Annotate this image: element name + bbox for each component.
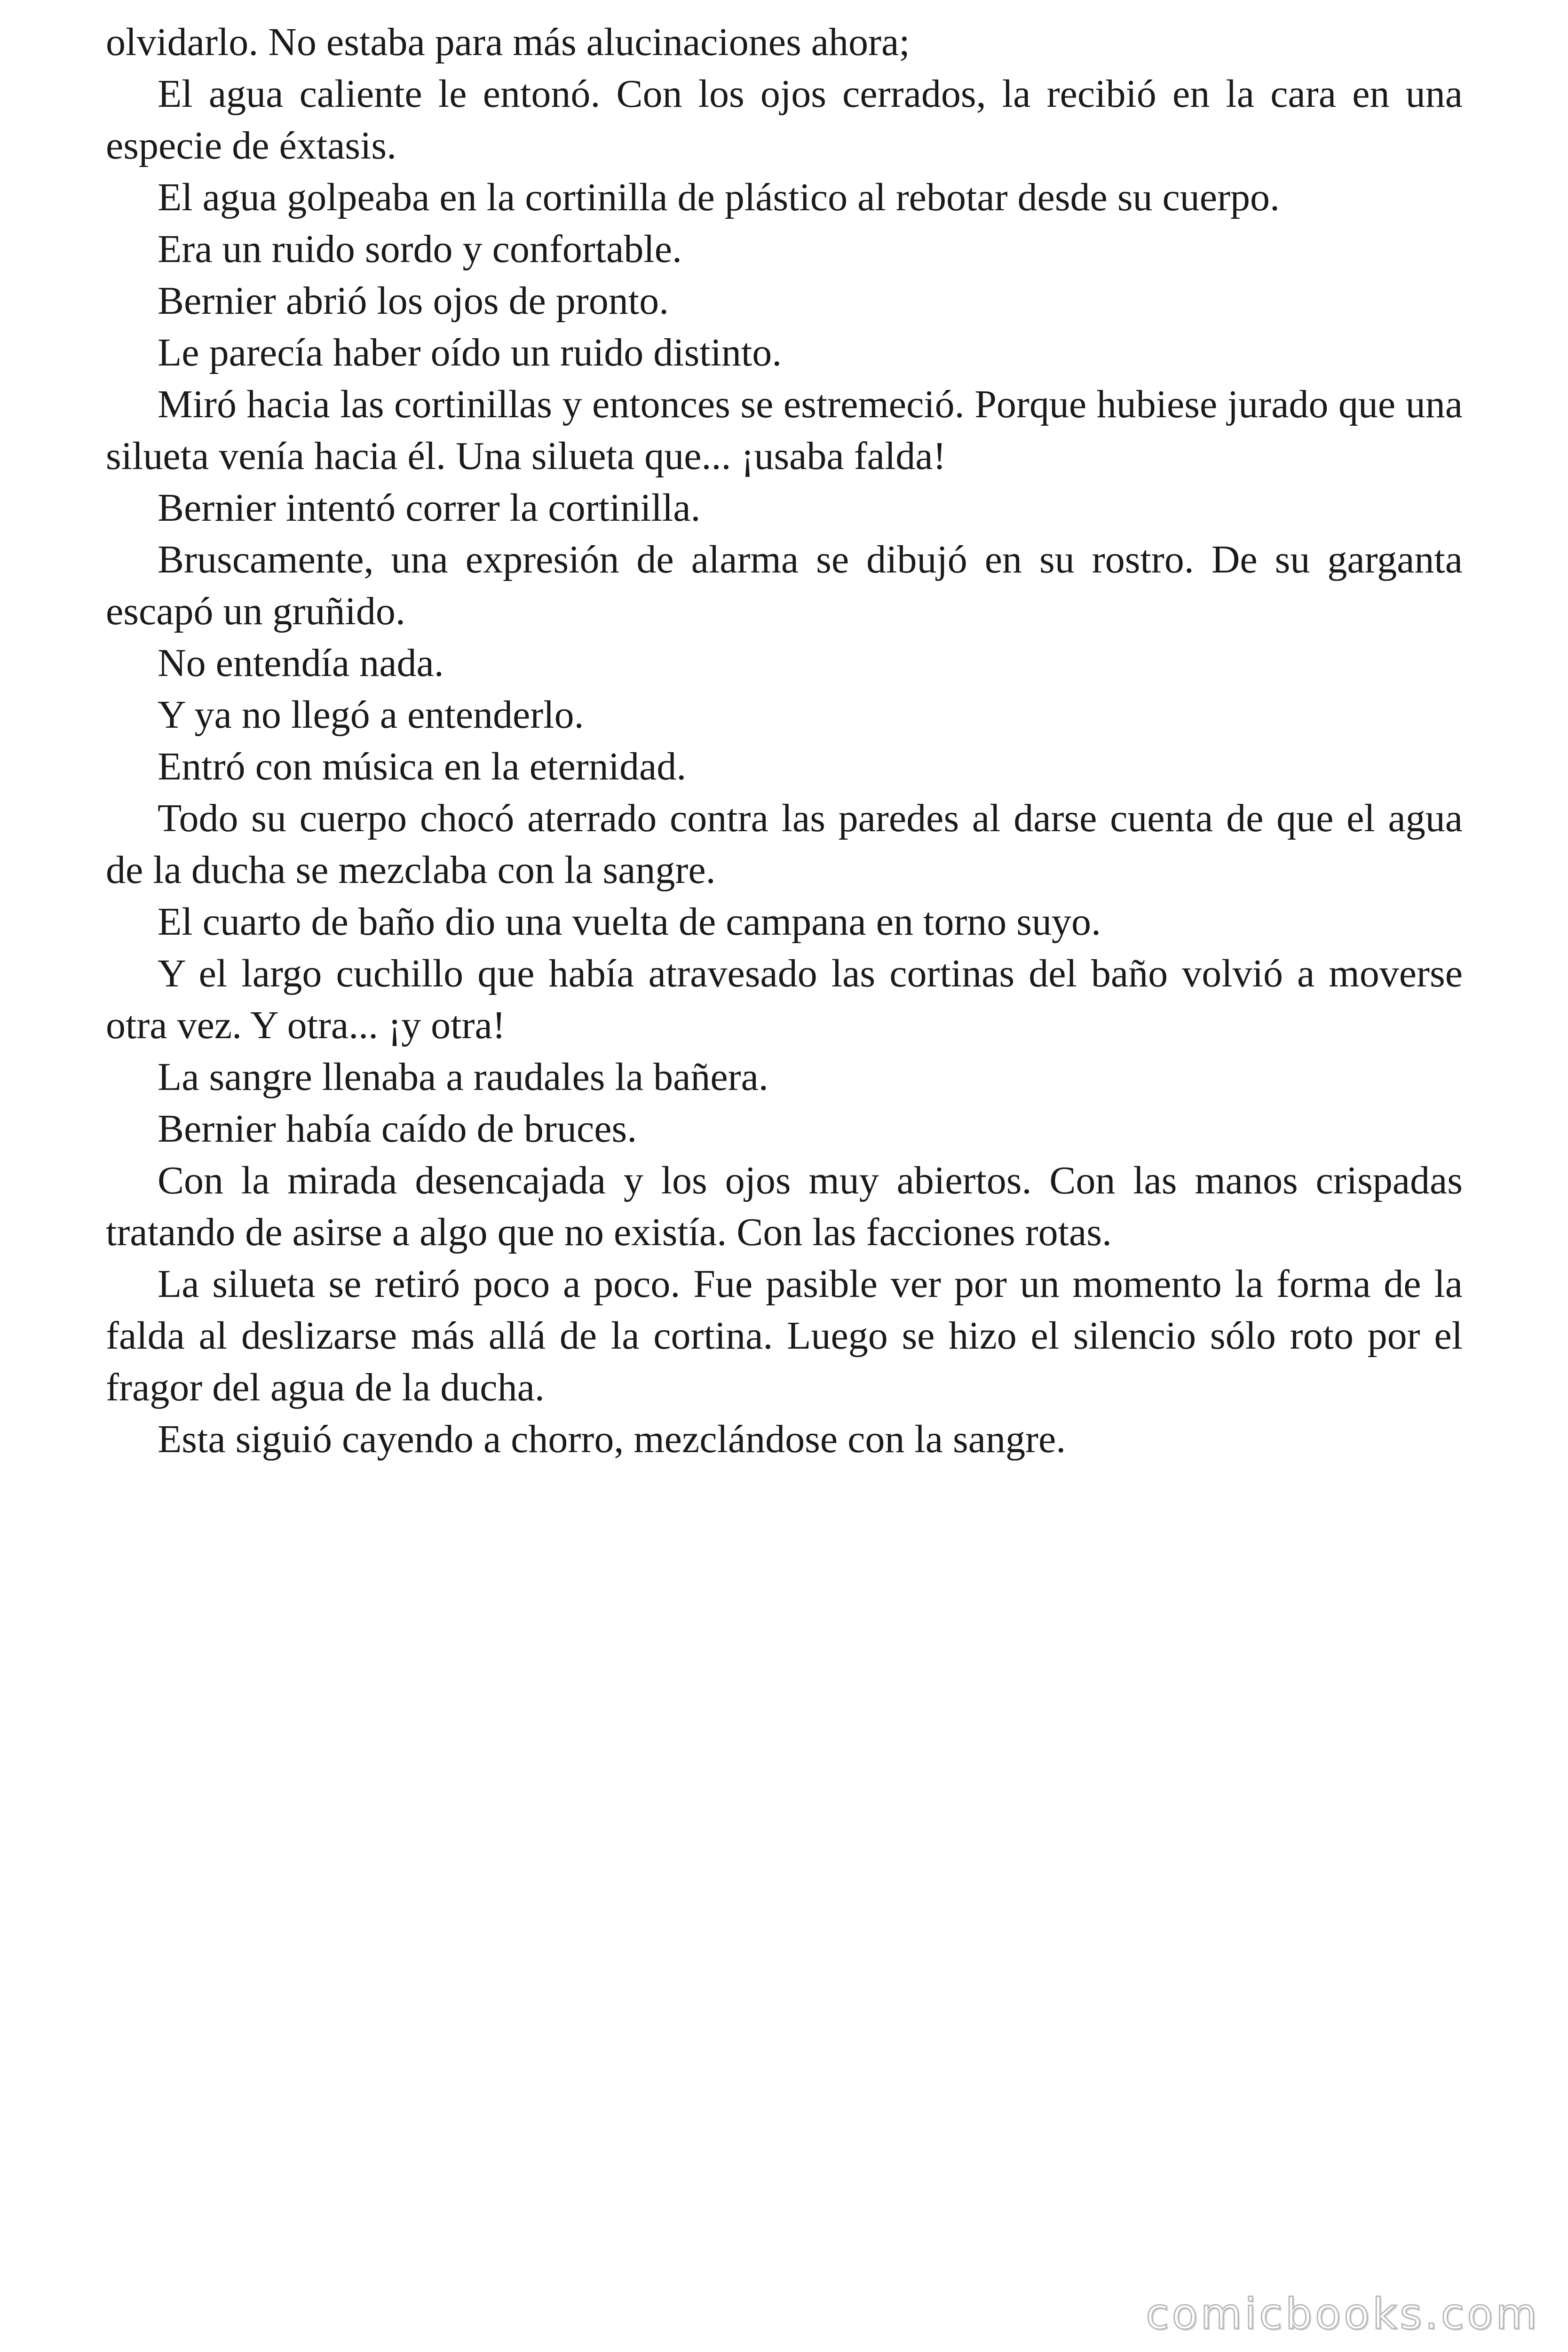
paragraph-13: Todo su cuerpo chocó aterrado contra las paredes al darse cuenta de que el agua de la ducha se mezclaba con la sangre. [106,796,1463,892]
paragraph-17: Bernier había caído de bruces. [158,1107,637,1151]
paragraph-16: La sangre llenaba a raudales la bañera. [158,1055,768,1099]
paragraph-4: Era un ruido sordo y confortable. [158,227,682,271]
page-text [106,16,1463,1465]
watermark: comicbooks.com [1146,2289,1540,2339]
paragraph-5: Bernier abrió los ojos de pronto. [158,279,669,323]
paragraph-12: Entró con música en la eternidad. [158,745,687,788]
paragraph-6: Le parecía haber oído un ruido distinto. [158,331,782,374]
paragraph-1: olvidarlo. No estaba para más alucinaciones ahora; [106,20,910,64]
paragraph-8: Bernier intentó correr la cortinilla. [158,486,701,530]
paragraph-3: El agua golpeaba en la cortinilla de plástico al rebotar desde su cuerpo. [158,175,1280,219]
paragraph-9: Bruscamente, una expresión de alarma se dibujó en su rostro. De su garganta escapó un gruñido. [106,538,1463,633]
paragraph-20: Esta siguió cayendo a chorro, mezclándose con la sangre. [158,1417,1066,1461]
paragraph-7: Miró hacia las cortinillas y entonces se estremeció. Porque hubiese jurado que una silueta venía hacia él. Una silueta que... ¡usaba falda! [106,382,1463,478]
paragraph-15: Y el largo cuchillo que había atravesado las cortinas del baño volvió a moverse otra vez. Y otra... ¡y otra! [106,952,1463,1047]
paragraph-18: Con la mirada desencajada y los ojos muy abiertos. Con las manos crispadas tratando de asirse a algo que no existía. Con las facciones rotas. [106,1159,1463,1254]
paragraph-11: Y ya no llegó a entenderlo. [158,693,584,737]
paragraph-2: El agua caliente le entonó. Con los ojos cerrados, la recibió en la cara en una especie de éxtasis. [106,72,1463,167]
paragraph-19: La silueta se retiró poco a poco. Fue pasible ver por un momento la forma de la falda al deslizarse más allá de la cortina. Luego se hizo el silencio sólo roto por el fragor del agua de la ducha. [106,1262,1463,1409]
paragraph-14: El cuarto de baño dio una vuelta de campana en torno suyo. [158,900,1101,944]
paragraph-10: No entendía nada. [158,641,444,685]
